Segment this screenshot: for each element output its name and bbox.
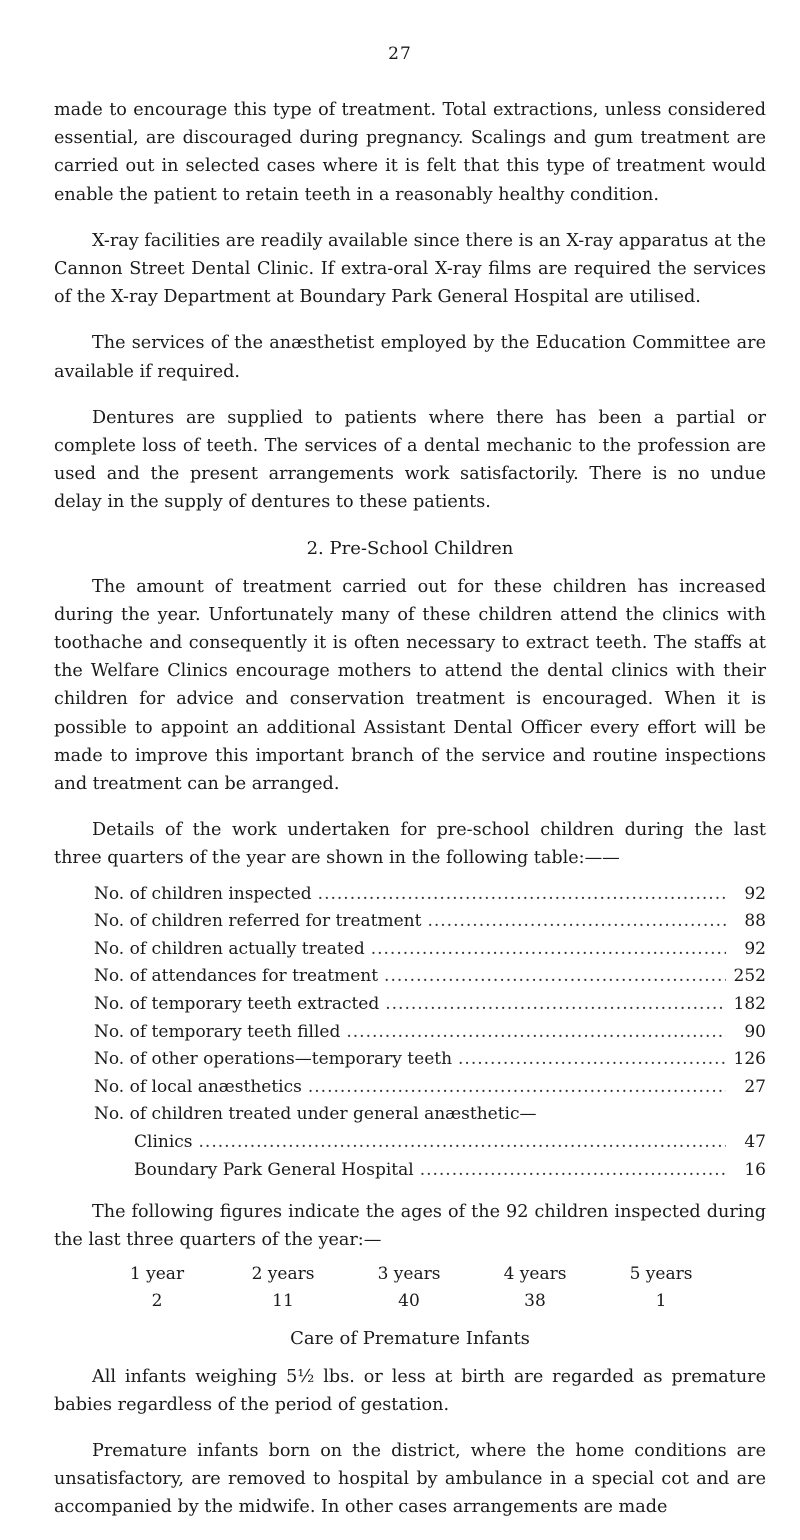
table-row-label: No. of attendances for treatment [94,966,379,987]
section-heading-pre-school: 2. Pre-School Children [306,537,514,559]
table-row-header-general-anaesthetic [94,1101,766,1129]
table-row-label: No. of children treated under general anæsthetic— [94,1104,537,1125]
table-row-label: No. of other operations—temporary teeth [94,1049,453,1070]
paragraph-table-intro: Details of the work undertaken for pre-school children during the last three quarters of the year are shown in the following table:—— [54,820,766,869]
paragraph-premature-removal: Premature infants born on the district, where the home conditions are unsatisfactory, are removed to hospital by ambulance in a special cot and are accompanied by the midwife. In other cases arrangements are made [54,1441,766,1518]
table-row-label: No. of local anæsthetics [94,1076,302,1097]
table-row [94,881,766,909]
table-row-value: 16 [744,1159,766,1180]
leader-dots [308,1074,726,1102]
table-row [94,1046,766,1074]
leader-dots [385,991,726,1019]
paragraph-dentures: Dentures are supplied to patients where there has been a partial or complete loss of teeth. The services of a dental mechanic to the profession are used and the present arrangements work satisfactorily. There is no undue delay in the supply of dentures to these patients. [54,407,766,513]
table-row [94,908,766,936]
table-row-value: 90 [744,1021,766,1042]
table-row-value: 182 [733,994,766,1015]
table-row-value: 47 [744,1132,766,1153]
table-row [94,963,766,991]
page-number: 27 [388,44,412,64]
table-row-value: 92 [744,938,766,959]
paragraph-anaesthetist: The services of the anæsthetist employed by the Education Committee are available if required. [54,333,766,382]
table-row [94,991,766,1019]
table-row-value: 88 [744,911,766,932]
paragraph-premature-definition: All infants weighing 5½ lbs. or less at birth are regarded as premature babies regardless of the period of gestation. [54,1366,766,1415]
leader-dots [458,1046,726,1074]
treatment-table [94,881,766,1185]
table-row-label: No. of temporary teeth extracted [94,994,380,1015]
paragraph-ages-intro: The following figures indicate the ages of the 92 children inspected during the last three quarters of the year:— [54,1202,766,1251]
table-row [94,1157,766,1185]
table-row-value: 252 [733,966,766,987]
paragraph-xray: X-ray facilities are readily available since there is an X-ray apparatus at the Cannon Street Dental Clinic. If extra-oral X-ray films are required the services of the X-ray Department at Boundary Park General Hospital are utilised. [54,230,766,308]
leader-dots [384,963,726,991]
table-row-value: 27 [744,1076,766,1097]
ages-header-row [94,1261,734,1288]
age-header: 2 years [251,1263,315,1284]
body-text [54,96,766,1540]
ages-value-row [94,1288,734,1315]
age-header: 1 year [129,1263,185,1284]
table-row [94,1074,766,1102]
table-row-label: No. of children inspected [94,883,312,904]
ages-table [94,1261,734,1315]
age-value: 11 [272,1290,294,1311]
age-header: 3 years [377,1263,441,1284]
leader-dots [199,1129,726,1157]
table-row-value: 92 [744,883,766,904]
age-header: 4 years [503,1263,567,1284]
leader-dots [420,1157,726,1185]
age-value: 2 [151,1290,163,1311]
table-row [94,1019,766,1047]
table-row-value: 126 [733,1049,766,1070]
age-value: 1 [655,1290,667,1311]
leader-dots [427,908,726,936]
paragraph-continued: made to encourage this type of treatment. Total extractions, unless considered essential, are discouraged during pregnancy. Scalings and gum treatment are carried out in selected cases where it is felt that this type of treatment would enable the patient to retain teeth in a reasonably healthy condition. [54,100,766,205]
table-row-label: No. of temporary teeth filled [94,1021,341,1042]
leader-dots [346,1019,726,1047]
table-row-label: No. of children actually treated [94,938,365,959]
table-row-label: Clinics [134,1132,193,1153]
table-row [94,936,766,964]
section-heading-premature-infants: Care of Premature Infants [290,1327,530,1349]
leader-dots [371,936,726,964]
table-row-label: No. of children referred for treatment [94,911,422,932]
age-header: 5 years [629,1263,693,1284]
table-row [94,1129,766,1157]
leader-dots [318,881,726,909]
table-row-label: Boundary Park General Hospital [134,1159,414,1180]
paragraph-pre-school-treatment: The amount of treatment carried out for these children has increased during the year. Unfortunately many of these children attend the clinics with toothache and consequently it is often necessary to extract teeth. The staffs at the Welfare Clinics encourage mothers to attend the dental clinics with their children for advice and conservation treatment is encouraged. When it is possible to appoint an additional Assistant Dental Officer every effort will be made to improve this important branch of the service and routine inspections and treatment can be arranged. [54,576,766,795]
age-value: 40 [398,1290,420,1311]
age-value: 38 [524,1290,546,1311]
